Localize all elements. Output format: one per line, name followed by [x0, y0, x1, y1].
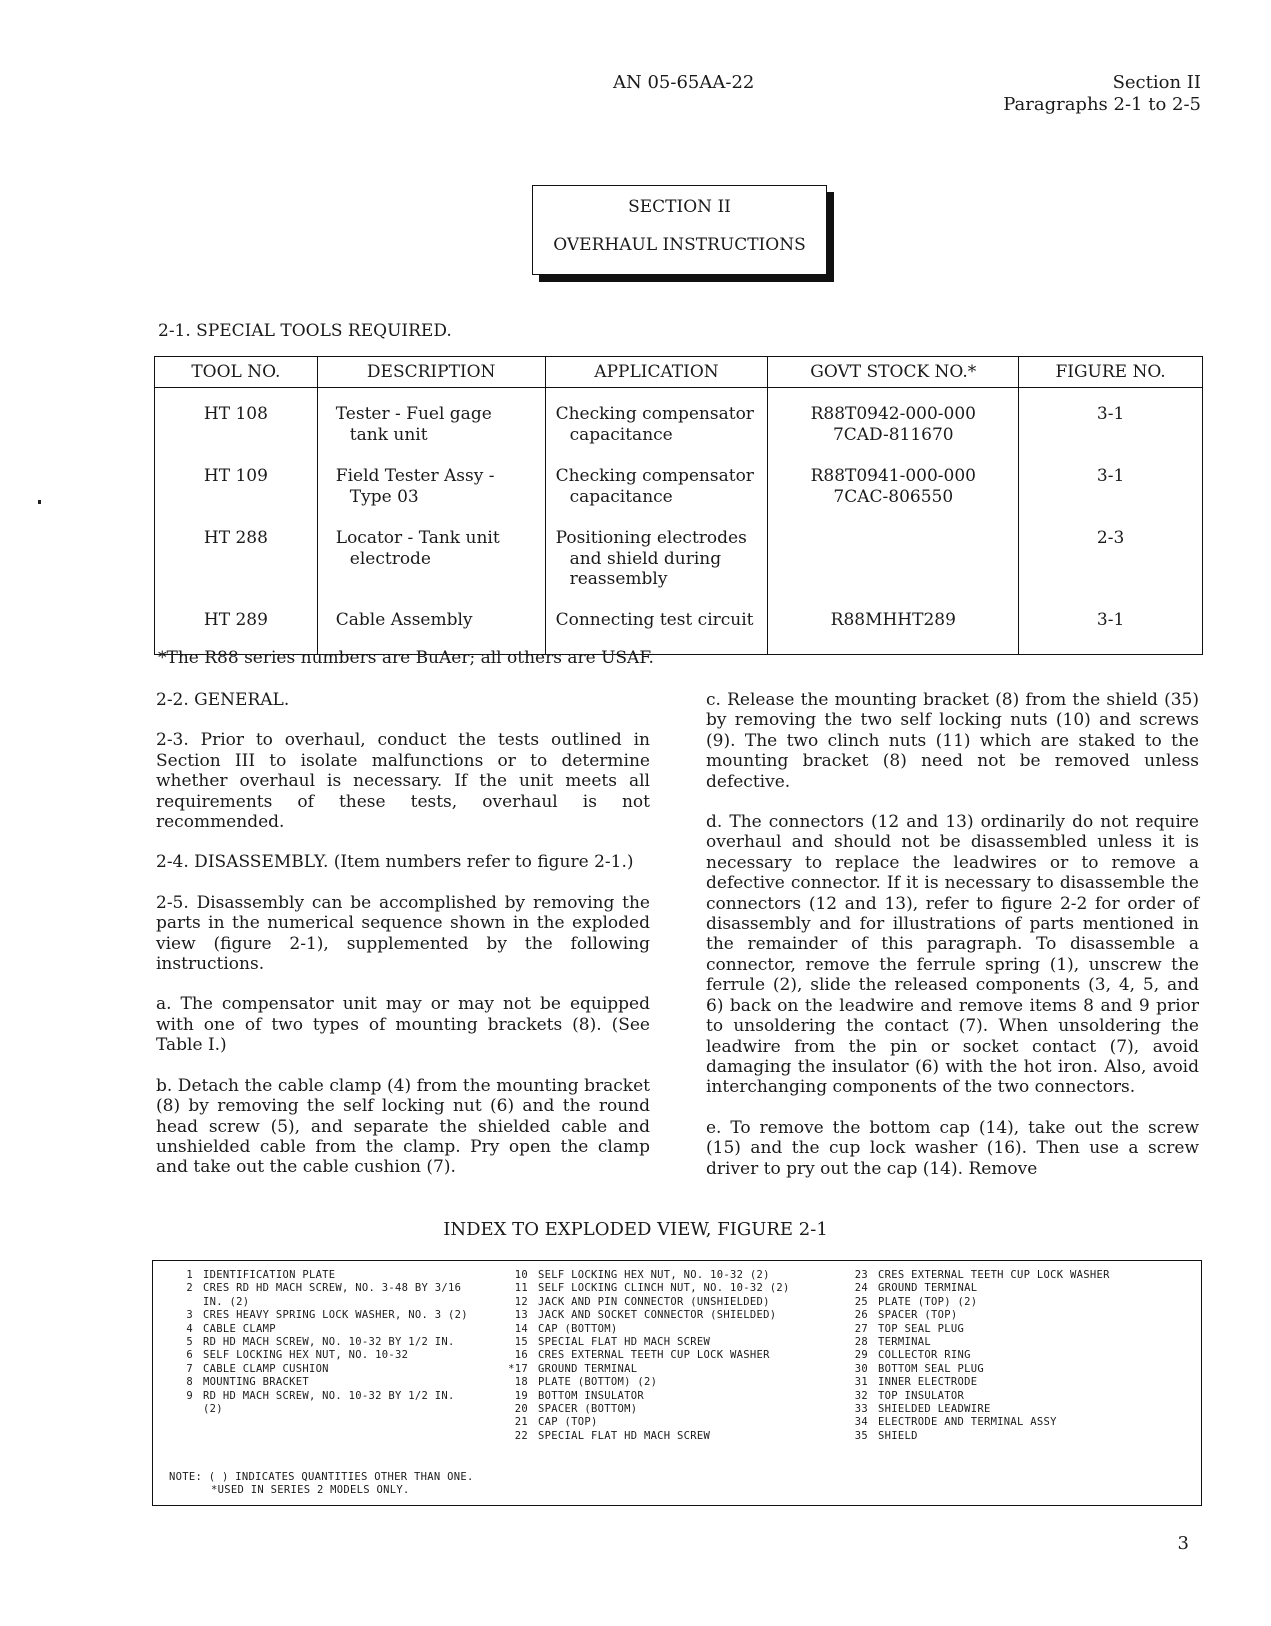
index-item	[498, 1376, 848, 1389]
index-item-number: 24	[854, 1282, 868, 1295]
column-header: FIGURE NO.	[1019, 357, 1203, 388]
text-column-left	[156, 690, 650, 1198]
index-item-text: GROUND TERMINAL	[538, 1362, 638, 1375]
index-item-number: 13	[514, 1309, 528, 1322]
column-header: TOOL NO.	[155, 357, 318, 388]
index-item-text: ELECTRODE AND TERMINAL ASSY	[878, 1416, 1057, 1429]
paragraph-d: d. The connectors (12 and 13) ordinarily do not require overhaul and should not be disassembled unless it is necessary to replace the leadwires or to remove a defective connector. If it is necessary to disassemble the connectors (12 and 13), refer to figure 2-2 for order of disassembly and for illustrations of parts mentioned in the remainder of this paragraph. To disassemble a connector, remove the ferrule spring (1), unscrew the ferrule (2), slide the released components (3, 4, 5, and 6) back on the leadwire and remove items 8 and 9 prior to unsoldering the contact (7). When unsoldering the leadwire from the pin or socket contact (7), avoid damaging the insulator (6) with the hot iron. Also, avoid interchanging components of the two connectors.	[706, 812, 1199, 1098]
index-item-number: 33	[854, 1403, 868, 1416]
index-item	[838, 1416, 1198, 1429]
index-item-text: TOP SEAL PLUG	[878, 1322, 965, 1335]
index-item-text: CRES EXTERNAL TEETH CUP LOCK WASHER	[878, 1269, 1110, 1281]
index-item	[498, 1296, 848, 1309]
index-item-number: 26	[854, 1309, 868, 1322]
tool-number-cell: HT 109	[155, 466, 318, 528]
index-item-text: GROUND TERMINAL	[878, 1282, 978, 1295]
index-item	[838, 1323, 1198, 1336]
index-item	[498, 1349, 848, 1362]
index-item	[838, 1376, 1198, 1389]
figure-number-cell: 3-1	[1019, 466, 1203, 528]
index-item-number: 27	[854, 1322, 868, 1335]
index-item-text: SHIELD	[878, 1429, 918, 1442]
paragraph-2-2-heading: 2-2. GENERAL.	[156, 690, 290, 710]
index-item-number: 4	[186, 1322, 193, 1335]
index-column-3	[838, 1269, 1198, 1443]
index-item	[498, 1323, 848, 1336]
section-title-box	[532, 185, 827, 275]
description-cell: Locator - Tank unit electrode	[317, 528, 545, 610]
index-item	[838, 1309, 1198, 1322]
index-item	[498, 1282, 848, 1295]
index-item	[838, 1363, 1198, 1376]
index-box	[152, 1260, 1202, 1506]
table-row	[155, 388, 1203, 467]
index-item-number: 6	[186, 1349, 193, 1362]
index-item-number: 18	[514, 1376, 528, 1389]
index-item-text: INNER ELECTRODE	[878, 1376, 978, 1389]
index-item	[498, 1309, 848, 1322]
index-item-text: TOP INSULATOR	[878, 1389, 965, 1402]
index-item-text: SPACER (TOP)	[878, 1309, 958, 1322]
index-item	[498, 1336, 848, 1349]
index-item-number: 21	[514, 1416, 528, 1429]
index-item-text: CAP (TOP)	[538, 1416, 598, 1429]
index-item-number: 23	[854, 1269, 868, 1281]
index-item-number: 3	[186, 1309, 193, 1322]
index-item	[838, 1336, 1198, 1349]
text-column-right	[706, 690, 1199, 1199]
index-item-text: SPACER (BOTTOM)	[538, 1403, 638, 1416]
figure-number-cell: 3-1	[1019, 388, 1203, 467]
index-item-text: CRES RD HD MACH SCREW, NO. 3-48 BY 3/16 IN. (2)	[203, 1282, 462, 1308]
index-item-number: 10	[514, 1269, 528, 1281]
index-item-number: 29	[854, 1349, 868, 1362]
index-item	[838, 1430, 1198, 1443]
index-item-number: 32	[854, 1389, 868, 1402]
tools-heading: 2-1. SPECIAL TOOLS REQUIRED.	[158, 321, 452, 341]
description-cell: Tester - Fuel gage tank unit	[317, 388, 545, 467]
index-item-number: 16	[514, 1349, 528, 1362]
index-item	[163, 1269, 473, 1282]
index-item	[498, 1430, 848, 1443]
section-number: SECTION II	[628, 197, 731, 217]
index-item-number: 15	[514, 1336, 528, 1349]
index-item-text: IDENTIFICATION PLATE	[203, 1269, 336, 1281]
application-cell: Connecting test circuit	[545, 610, 768, 655]
paragraph-2-3: 2-3. Prior to overhaul, conduct the tests outlined in Section III to isolate malfunctions or to determine whether overhaul is necessary. If the unit meets all requirements of these tests, overhaul is not recommended.	[156, 730, 650, 833]
index-item-text: CAP (BOTTOM)	[538, 1322, 618, 1335]
index-item-text: JACK AND SOCKET CONNECTOR (SHIELDED)	[538, 1309, 777, 1322]
index-item	[498, 1363, 848, 1376]
application-cell: Positioning electrodes and shield during reassembly	[545, 528, 768, 610]
index-item	[498, 1269, 848, 1282]
index-column-2	[498, 1269, 848, 1443]
index-item-number: 25	[854, 1295, 868, 1308]
index-item-number: 11	[514, 1282, 528, 1295]
paragraph-e: e. To remove the bottom cap (14), take out the screw (15) and the cup lock washer (16). Then use a screw driver to pry out the cap (14). Remove	[706, 1117, 1199, 1179]
index-item-text: SELF LOCKING CLINCH NUT, NO. 10-32 (2)	[538, 1282, 790, 1295]
index-note-line: NOTE: ( ) INDICATES QUANTITIES OTHER THAN ONE.	[169, 1471, 474, 1483]
index-item	[498, 1416, 848, 1429]
index-item-number: 34	[854, 1416, 868, 1429]
tool-number-cell: HT 108	[155, 388, 318, 467]
index-item	[163, 1390, 473, 1417]
index-item	[838, 1282, 1198, 1295]
index-item-number: 35	[854, 1429, 868, 1442]
index-item-text: JACK AND PIN CONNECTOR (UNSHIELDED)	[538, 1295, 770, 1308]
header-section: Section II	[1112, 72, 1201, 93]
index-item	[838, 1269, 1198, 1282]
paragraph-2-4: 2-4. DISASSEMBLY. (Item numbers refer to figure 2-1.)	[156, 852, 634, 873]
stock-number-cell	[768, 528, 1019, 610]
paragraph-a: a. The compensator unit may or may not be equipped with one of two types of mounting brackets (8). (See Table I.)	[156, 994, 650, 1056]
index-item	[163, 1309, 473, 1322]
index-item	[838, 1349, 1198, 1362]
index-item	[163, 1323, 473, 1336]
table-row	[155, 528, 1203, 610]
index-item-number: 2	[186, 1282, 193, 1295]
index-item-number: 14	[514, 1322, 528, 1335]
index-note	[169, 1471, 474, 1498]
index-item-text: COLLECTOR RING	[878, 1349, 971, 1362]
figure-number-cell: 2-3	[1019, 528, 1203, 610]
index-item	[838, 1296, 1198, 1309]
margin-mark	[38, 500, 41, 504]
header-section-reference	[1003, 72, 1201, 116]
index-item-number: *17	[508, 1362, 528, 1375]
index-item-text: CRES HEAVY SPRING LOCK WASHER, NO. 3 (2)	[203, 1309, 468, 1322]
index-item	[838, 1390, 1198, 1403]
application-cell: Checking compensator capacitance	[545, 466, 768, 528]
index-item-number: 1	[186, 1269, 193, 1281]
index-item	[498, 1390, 848, 1403]
description-cell: Cable Assembly	[317, 610, 545, 655]
table-footnote: *The R88 series numbers are BuAer; all others are USAF.	[158, 648, 654, 668]
index-title: INDEX TO EXPLODED VIEW, FIGURE 2-1	[443, 1219, 828, 1240]
index-column-1	[163, 1269, 473, 1416]
index-item-text: TERMINAL	[878, 1336, 931, 1349]
index-item-text: CABLE CLAMP CUSHION	[203, 1362, 329, 1375]
index-item-number: 8	[186, 1376, 193, 1389]
index-item-text: PLATE (TOP) (2)	[878, 1295, 978, 1308]
column-header: GOVT STOCK NO.*	[768, 357, 1019, 388]
index-item	[838, 1403, 1198, 1416]
index-item-number: 28	[854, 1336, 868, 1349]
index-item-text: RD HD MACH SCREW, NO. 10-32 BY 1/2 IN. (2)	[203, 1389, 455, 1416]
index-item-number: 22	[514, 1429, 528, 1442]
stock-number-cell: R88T0941-000-000 7CAC-806550	[768, 466, 1019, 528]
description-cell: Field Tester Assy - Type 03	[317, 466, 545, 528]
table-row	[155, 466, 1203, 528]
section-title: OVERHAUL INSTRUCTIONS	[553, 235, 806, 255]
index-item-number: 9	[186, 1389, 193, 1402]
document-number: AN 05-65AA-22	[613, 72, 755, 93]
index-item	[163, 1376, 473, 1389]
index-item-text: CABLE CLAMP	[203, 1322, 276, 1335]
index-item-number: 20	[514, 1403, 528, 1416]
column-header: APPLICATION	[545, 357, 768, 388]
index-item-text: PLATE (BOTTOM) (2)	[538, 1376, 658, 1389]
paragraph-2-5: 2-5. Disassembly can be accomplished by removing the parts in the numerical sequence shown in the exploded view (figure 2-1), supplemented by the following instructions.	[156, 892, 650, 975]
page-number: 3	[1177, 1533, 1189, 1554]
stock-number-cell: R88MHHT289	[768, 610, 1019, 655]
index-item-text: BOTTOM INSULATOR	[538, 1389, 644, 1402]
index-item-text: SELF LOCKING HEX NUT, NO. 10-32	[203, 1349, 409, 1362]
index-item	[163, 1336, 473, 1349]
index-item-text: SPECIAL FLAT HD MACH SCREW	[538, 1336, 711, 1349]
index-item-text: CRES EXTERNAL TEETH CUP LOCK WASHER	[538, 1349, 770, 1362]
paragraph-b: b. Detach the cable clamp (4) from the mounting bracket (8) by removing the self locking nut (6) and the round head screw (5), and separate the shielded cable and unshielded cable from the clamp. Pry open the clamp and take out the cable cushion (7).	[156, 1075, 650, 1178]
figure-number-cell: 3-1	[1019, 610, 1203, 655]
index-item-text: SPECIAL FLAT HD MACH SCREW	[538, 1429, 711, 1442]
special-tools-table	[154, 356, 1203, 655]
index-item-text: BOTTOM SEAL PLUG	[878, 1362, 984, 1375]
index-item-text: SHIELDED LEADWIRE	[878, 1403, 991, 1416]
index-item-number: 7	[186, 1362, 193, 1375]
index-item	[163, 1363, 473, 1376]
header-paragraphs: Paragraphs 2-1 to 2-5	[1003, 94, 1201, 115]
index-item-number: 12	[514, 1295, 528, 1308]
tool-number-cell: HT 288	[155, 528, 318, 610]
application-cell: Checking compensator capacitance	[545, 388, 768, 467]
index-item-number: 19	[514, 1389, 528, 1402]
index-item	[163, 1282, 473, 1309]
table-header-row	[155, 357, 1203, 388]
index-item-text: SELF LOCKING HEX NUT, NO. 10-32 (2)	[538, 1269, 770, 1281]
index-item	[498, 1403, 848, 1416]
index-item-text: MOUNTING BRACKET	[203, 1376, 309, 1389]
index-note-line: *USED IN SERIES 2 MODELS ONLY.	[211, 1484, 410, 1497]
tool-number-cell: HT 289	[155, 610, 318, 655]
index-item-text: RD HD MACH SCREW, NO. 10-32 BY 1/2 IN.	[203, 1336, 455, 1349]
column-header: DESCRIPTION	[317, 357, 545, 388]
index-item	[163, 1349, 473, 1362]
index-item-number: 31	[854, 1376, 868, 1389]
stock-number-cell: R88T0942-000-000 7CAD-811670	[768, 388, 1019, 467]
index-item-number: 30	[854, 1362, 868, 1375]
paragraph-c: c. Release the mounting bracket (8) from the shield (35) by removing the two self locking nuts (10) and screws (9). The two clinch nuts (11) which are staked to the mounting bracket (8) need not be removed unless defective.	[706, 690, 1199, 792]
index-item-number: 5	[186, 1336, 193, 1349]
